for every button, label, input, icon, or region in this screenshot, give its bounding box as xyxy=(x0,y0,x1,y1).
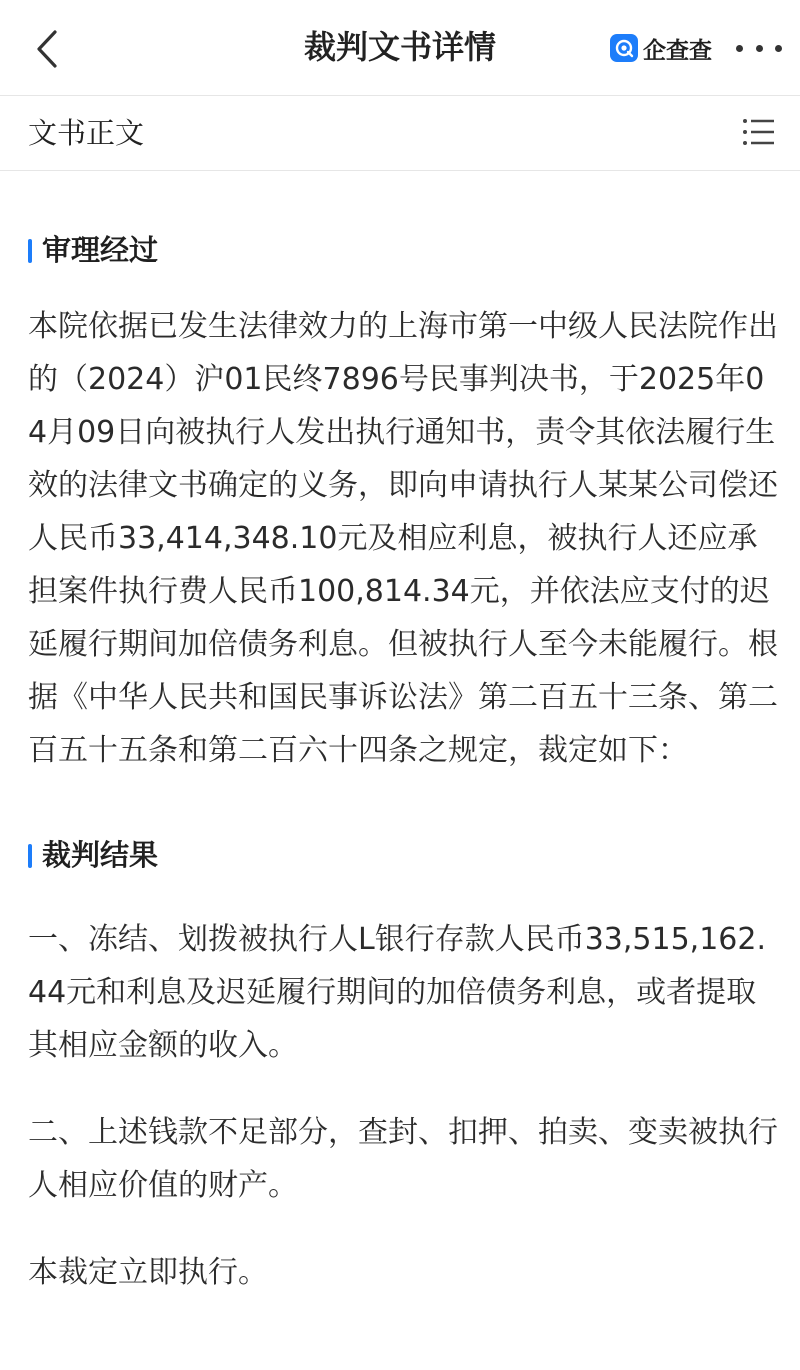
process-paragraph: 本院依据已发生法律效力的上海市第一中级人民法院作出的（2024）沪01民终7896号民事判决书，于2025年04月09日向被执行人发出执行通知书，责令其依法履行生效的法律文书确定的义务，即向申请执行人某某公司偿还人民币33,414,348.10元及相应利息，被执行人还应承担案件执行费人民币100,814.34元，并依法应支付的迟延履行期间加倍债务利息。但被执行人至今未能履行。根据《中华人民共和国民事诉讼法》第二百五十三条、第二百五十五条和第二百六十四条之规定，裁定如下： xyxy=(28,309,778,768)
section-title: 文书正文 xyxy=(28,116,145,150)
brand-name: 企查查 xyxy=(643,37,712,64)
qcc-logo-icon xyxy=(610,34,638,62)
brand-link[interactable] xyxy=(610,33,712,63)
chevron-left-icon xyxy=(35,29,59,69)
more-dots-icon xyxy=(756,45,763,52)
result-heading: 裁判结果 xyxy=(28,839,780,871)
top-nav-bar xyxy=(0,0,800,95)
list-icon xyxy=(742,116,776,148)
divider xyxy=(0,170,800,171)
more-dots-icon xyxy=(775,45,782,52)
document-body xyxy=(28,172,780,1299)
toc-button[interactable] xyxy=(742,116,776,148)
result-item: 本裁定立即执行。 xyxy=(28,1255,268,1290)
process-heading: 审理经过 xyxy=(28,234,780,266)
result-item: 二、上述钱款不足部分，查封、扣押、拍卖、变卖被执行人相应价值的财产。 xyxy=(28,1115,778,1203)
more-dots-icon xyxy=(736,45,743,52)
section-bar xyxy=(0,96,800,170)
more-button[interactable] xyxy=(736,35,782,61)
result-item: 一、冻结、划拨被执行人L银行存款人民币33,515,162.44元和利息及迟延履行期间的加倍债务利息，或者提取其相应金额的收入。 xyxy=(28,922,767,1063)
back-button[interactable] xyxy=(22,26,72,72)
page-title: 裁判文书详情 xyxy=(303,28,496,66)
